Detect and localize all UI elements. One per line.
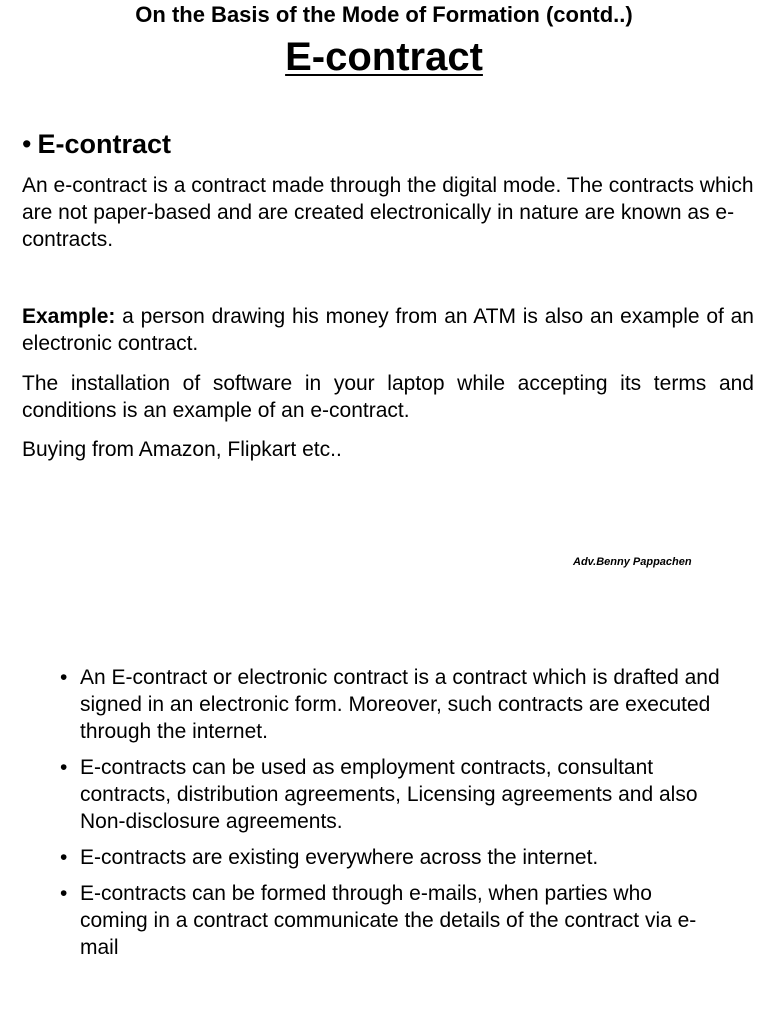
slide-subtitle: On the Basis of the Mode of Formation (contd..) xyxy=(135,2,633,27)
list-item-text: E-contracts can be used as employment contracts, consultant contracts, distribution agreements, Licensing agreements and also Non-disclosure agreements. xyxy=(80,756,698,833)
example-label: Example: xyxy=(22,305,116,328)
bullet-glyph: • xyxy=(60,756,68,779)
list-item xyxy=(60,880,720,961)
slide-econtract-details xyxy=(0,512,768,1024)
bullet-glyph: • xyxy=(60,666,68,689)
definition-paragraph: An e-contract is a contract made through the digital mode. The contracts which are not paper-based and are created electronically in nature are known as e-contracts. xyxy=(22,174,754,251)
installation-paragraph: The installation of software in your laptop while accepting its terms and conditions is an example of an e-contract. xyxy=(22,372,754,422)
list-item-text: E-contracts can be formed through e-mails, when parties who coming in a contract communicate the details of the contract via e-mail xyxy=(80,882,697,959)
section-heading xyxy=(22,126,171,162)
list-item-text: E-contracts are existing everywhere across the internet. xyxy=(80,846,599,869)
author-credit: Adv.Benny Pappachen xyxy=(573,556,692,568)
details-bullet-list xyxy=(60,664,720,970)
section-heading-text: E-contract xyxy=(37,129,171,159)
slide-title xyxy=(0,32,768,82)
bullet-glyph: • xyxy=(22,129,32,159)
list-item xyxy=(60,664,720,745)
bullet-glyph: • xyxy=(60,846,68,869)
list-item-text: An E-contract or electronic contract is a contract which is drafted and signed in an electronic form. Moreover, such contracts are executed through the internet. xyxy=(80,666,720,743)
example-text: a person drawing his money from an ATM is also an example of an electronic contract. xyxy=(22,305,754,355)
list-item xyxy=(60,754,720,835)
list-item xyxy=(60,844,720,871)
example-paragraph xyxy=(22,303,754,357)
bullet-glyph: • xyxy=(60,882,68,905)
slide-title-text: E-contract xyxy=(285,35,483,79)
buying-paragraph: Buying from Amazon, Flipkart etc.. xyxy=(22,438,342,461)
